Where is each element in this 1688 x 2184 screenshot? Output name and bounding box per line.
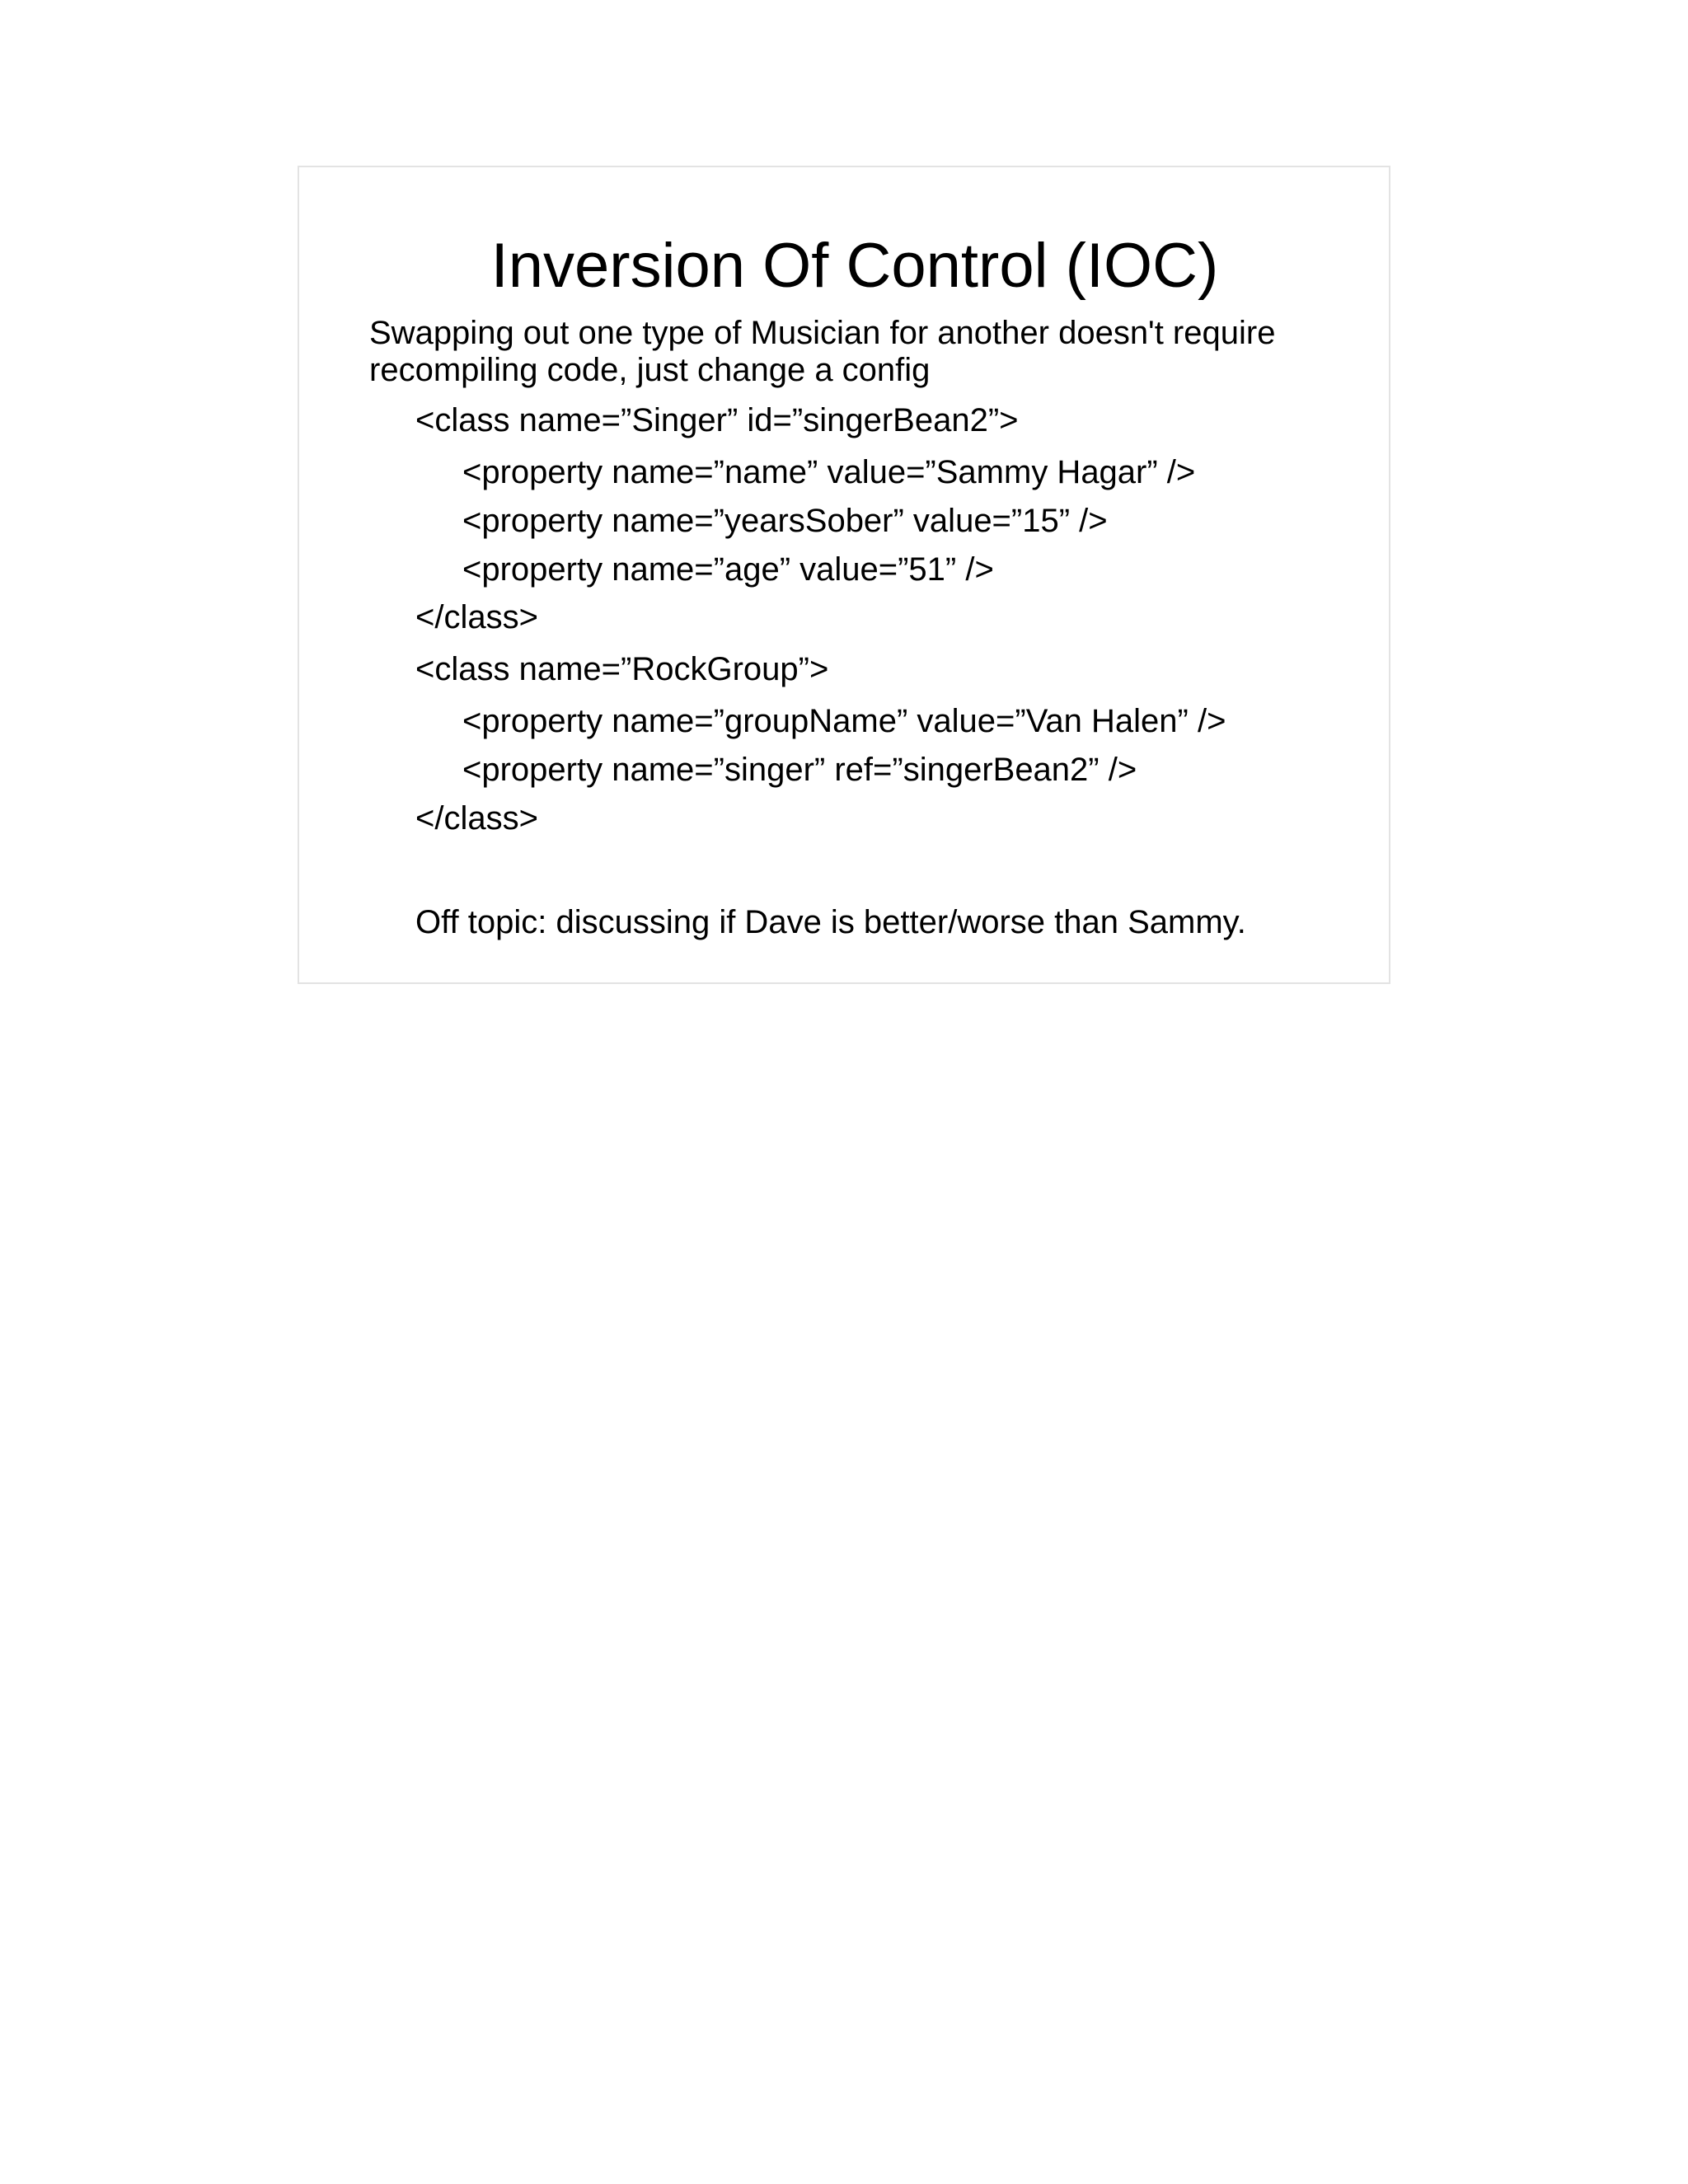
code-line: <property name=”age” value=”51” /> [462, 551, 994, 588]
code-line: <property name=”groupName” value=”Van Halen” /> [462, 703, 1226, 739]
intro-text: Swapping out one type of Musician for another doesn't require recompiling code, just change a config [369, 315, 1276, 388]
code-line: <class name=”RockGroup”> [415, 651, 829, 687]
slide [298, 166, 1390, 984]
code-line: <property name=”yearsSober” value=”15” /> [462, 503, 1108, 539]
code-line: </class> [415, 800, 538, 837]
code-line: </class> [415, 599, 538, 635]
code-line: <property name=”name” value=”Sammy Hagar” /> [462, 454, 1196, 490]
slide-title: Inversion Of Control (IOC) [490, 231, 1219, 301]
code-line: <property name=”singer” ref=”singerBean2” /> [462, 752, 1137, 788]
code-line: <class name=”Singer” id=”singerBean2”> [415, 402, 1019, 438]
footnote-text: Off topic: discussing if Dave is better/worse than Sammy. [415, 904, 1246, 940]
